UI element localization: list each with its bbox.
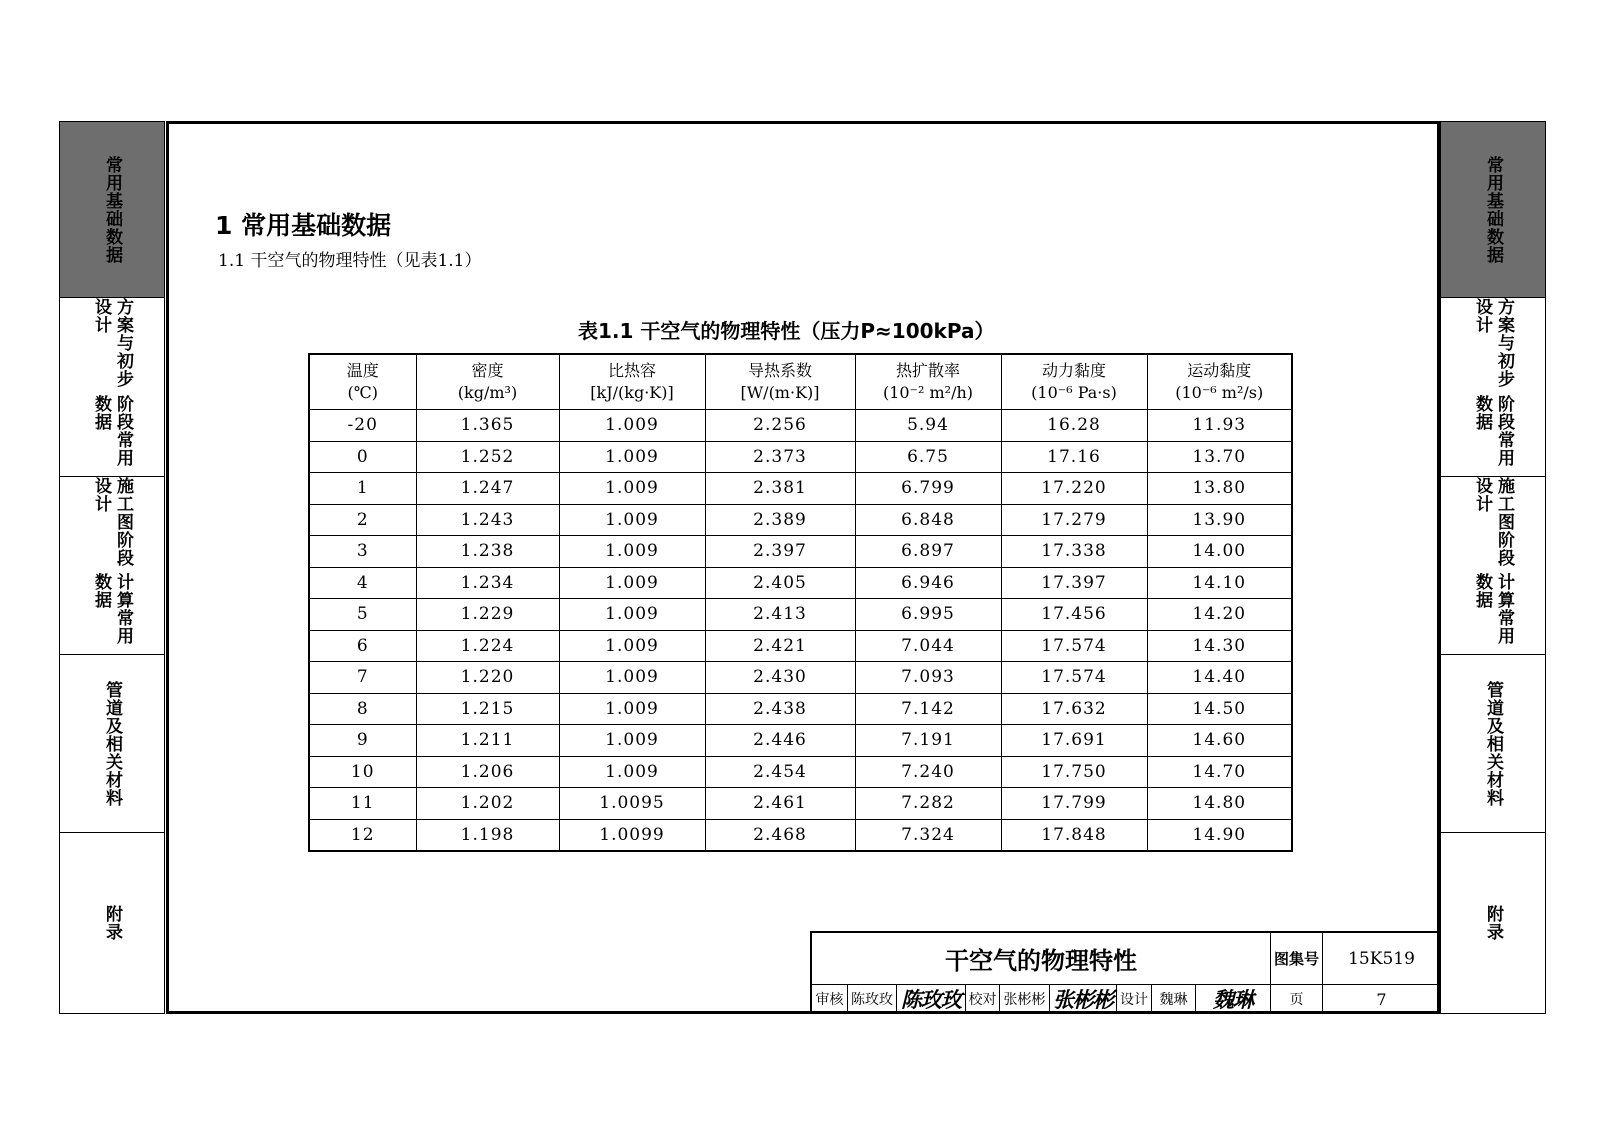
cell-thermal-diffusivity: 6.799 bbox=[855, 473, 1001, 505]
cell-density: 1.211 bbox=[416, 725, 559, 757]
cell-specific-heat: 1.009 bbox=[559, 662, 705, 694]
cell-kinematic-viscosity: 13.70 bbox=[1147, 441, 1292, 473]
page-number: 7 bbox=[1376, 989, 1387, 1009]
right-tab-appendix-label: 附录 bbox=[1483, 904, 1503, 941]
cell-specific-heat: 1.009 bbox=[559, 410, 705, 442]
table-row bbox=[309, 819, 1292, 851]
cell-dynamic-viscosity: 17.632 bbox=[1001, 693, 1147, 725]
page-heading: 1 常用基础数据 bbox=[215, 211, 392, 240]
table-row bbox=[309, 756, 1292, 788]
cell-density: 1.243 bbox=[416, 504, 559, 536]
right-tab-scheme-design[interactable] bbox=[1441, 298, 1545, 477]
cell-density: 1.247 bbox=[416, 473, 559, 505]
checker-name: 张彬彬 bbox=[1000, 985, 1050, 1013]
cell-thermal-diffusivity: 6.75 bbox=[855, 441, 1001, 473]
cell-density: 1.215 bbox=[416, 693, 559, 725]
left-tab-scheme-design-line2: 阶段常用数据 bbox=[91, 394, 133, 467]
cell-kinematic-viscosity: 11.93 bbox=[1147, 410, 1292, 442]
cell-temperature: 7 bbox=[309, 662, 416, 694]
design-label: 设计 bbox=[1117, 985, 1152, 1013]
designer-signature: 魏琳 bbox=[1196, 985, 1271, 1013]
cell-specific-heat: 1.009 bbox=[559, 756, 705, 788]
cell-dynamic-viscosity: 17.574 bbox=[1001, 662, 1147, 694]
cell-temperature: 12 bbox=[309, 819, 416, 851]
left-tab-pipes-materials[interactable] bbox=[60, 655, 164, 833]
cell-dynamic-viscosity: 17.750 bbox=[1001, 756, 1147, 788]
col-header-dynamic-viscosity: 动力黏度 (10⁻⁶ Pa·s) bbox=[1001, 354, 1147, 410]
cell-dynamic-viscosity: 16.28 bbox=[1001, 410, 1147, 442]
col-header-specific-heat: 比热容 [kJ/(kg·K)] bbox=[559, 354, 705, 410]
cell-thermal-diffusivity: 7.044 bbox=[855, 630, 1001, 662]
page-label: 页 bbox=[1271, 985, 1323, 1013]
table-row bbox=[309, 410, 1292, 442]
cell-kinematic-viscosity: 14.60 bbox=[1147, 725, 1292, 757]
col-header-kinematic-viscosity: 运动黏度 (10⁻⁶ m²/s) bbox=[1147, 354, 1292, 410]
cell-thermal-diffusivity: 7.240 bbox=[855, 756, 1001, 788]
drawing-title: 干空气的物理特性 bbox=[812, 933, 1271, 985]
air-properties-table bbox=[308, 353, 1293, 852]
cell-temperature: -20 bbox=[309, 410, 416, 442]
left-tab-construction-design-line1: 施工图阶段设计 bbox=[91, 477, 133, 567]
cell-temperature: 11 bbox=[309, 788, 416, 820]
designer-name: 魏琳 bbox=[1152, 985, 1196, 1013]
left-tab-construction-design-line2: 计算常用数据 bbox=[91, 573, 133, 646]
cell-dynamic-viscosity: 17.848 bbox=[1001, 819, 1147, 851]
table-row bbox=[309, 662, 1292, 694]
left-tab-appendix-label: 附录 bbox=[102, 904, 122, 941]
cell-kinematic-viscosity: 14.10 bbox=[1147, 567, 1292, 599]
cell-thermal-conductivity: 2.430 bbox=[705, 662, 855, 694]
cell-temperature: 6 bbox=[309, 630, 416, 662]
cell-specific-heat: 1.009 bbox=[559, 536, 705, 568]
cell-thermal-diffusivity: 6.897 bbox=[855, 536, 1001, 568]
right-tab-construction-design-line1: 施工图阶段设计 bbox=[1472, 477, 1514, 567]
right-tab-construction-design[interactable] bbox=[1441, 477, 1545, 655]
cell-dynamic-viscosity: 17.16 bbox=[1001, 441, 1147, 473]
cell-density: 1.198 bbox=[416, 819, 559, 851]
reviewer-name: 陈玫玫 bbox=[848, 985, 897, 1013]
checker-signature: 张彬彬 bbox=[1050, 985, 1117, 1013]
cell-thermal-diffusivity: 7.282 bbox=[855, 788, 1001, 820]
reviewer-signature: 陈玫玫 bbox=[897, 985, 966, 1013]
cell-temperature: 3 bbox=[309, 536, 416, 568]
col-header-thermal-diffusivity: 热扩散率 (10⁻² m²/h) bbox=[855, 354, 1001, 410]
right-tab-pipes-materials-label: 管道及相关材料 bbox=[1483, 680, 1503, 807]
table-header-row bbox=[309, 354, 1292, 410]
right-section-tabs bbox=[1440, 121, 1546, 1014]
table-row bbox=[309, 693, 1292, 725]
cell-specific-heat: 1.009 bbox=[559, 567, 705, 599]
table-row bbox=[309, 788, 1292, 820]
cell-specific-heat: 1.009 bbox=[559, 725, 705, 757]
cell-kinematic-viscosity: 14.50 bbox=[1147, 693, 1292, 725]
cell-thermal-diffusivity: 7.093 bbox=[855, 662, 1001, 694]
right-tab-basic-data-label: 常用基础数据 bbox=[1483, 155, 1503, 264]
cell-density: 1.365 bbox=[416, 410, 559, 442]
left-section-tabs bbox=[59, 121, 165, 1014]
left-tab-construction-design[interactable] bbox=[60, 477, 164, 655]
cell-temperature: 10 bbox=[309, 756, 416, 788]
right-tab-construction-design-line2: 计算常用数据 bbox=[1472, 573, 1514, 646]
col-header-thermal-conductivity: 导热系数 [W/(m·K)] bbox=[705, 354, 855, 410]
cell-thermal-conductivity: 2.397 bbox=[705, 536, 855, 568]
col-header-density: 密度 (kg/m³) bbox=[416, 354, 559, 410]
table-row bbox=[309, 473, 1292, 505]
atlas-number-label: 图集号 bbox=[1271, 933, 1323, 985]
cell-dynamic-viscosity: 17.397 bbox=[1001, 567, 1147, 599]
cell-kinematic-viscosity: 13.80 bbox=[1147, 473, 1292, 505]
cell-dynamic-viscosity: 17.574 bbox=[1001, 630, 1147, 662]
cell-density: 1.224 bbox=[416, 630, 559, 662]
cell-kinematic-viscosity: 14.00 bbox=[1147, 536, 1292, 568]
cell-kinematic-viscosity: 14.20 bbox=[1147, 599, 1292, 631]
table-row bbox=[309, 504, 1292, 536]
right-tab-scheme-design-line1: 方案与初步设计 bbox=[1472, 298, 1514, 388]
cell-thermal-diffusivity: 7.142 bbox=[855, 693, 1001, 725]
cell-temperature: 5 bbox=[309, 599, 416, 631]
cell-kinematic-viscosity: 14.70 bbox=[1147, 756, 1292, 788]
table-row bbox=[309, 567, 1292, 599]
table-title: 表1.1 干空气的物理特性（压力P≈100kPa） bbox=[578, 319, 995, 343]
table-row bbox=[309, 441, 1292, 473]
left-tab-basic-data-label: 常用基础数据 bbox=[102, 155, 122, 264]
cell-thermal-diffusivity: 6.848 bbox=[855, 504, 1001, 536]
cell-dynamic-viscosity: 17.799 bbox=[1001, 788, 1147, 820]
cell-kinematic-viscosity: 14.90 bbox=[1147, 819, 1292, 851]
cell-density: 1.229 bbox=[416, 599, 559, 631]
col-header-temperature: 温度 (℃) bbox=[309, 354, 416, 410]
cell-thermal-conductivity: 2.256 bbox=[705, 410, 855, 442]
cell-temperature: 8 bbox=[309, 693, 416, 725]
atlas-number: 15K519 bbox=[1323, 933, 1440, 985]
review-label: 审核 bbox=[812, 985, 848, 1013]
cell-specific-heat: 1.009 bbox=[559, 693, 705, 725]
cell-specific-heat: 1.009 bbox=[559, 473, 705, 505]
table-row bbox=[309, 599, 1292, 631]
cell-specific-heat: 1.009 bbox=[559, 441, 705, 473]
cell-density: 1.238 bbox=[416, 536, 559, 568]
table-row bbox=[309, 536, 1292, 568]
left-tab-basic-data[interactable] bbox=[60, 122, 164, 298]
cell-thermal-conductivity: 2.421 bbox=[705, 630, 855, 662]
left-tab-pipes-materials-label: 管道及相关材料 bbox=[102, 680, 122, 807]
cell-temperature: 1 bbox=[309, 473, 416, 505]
cell-temperature: 2 bbox=[309, 504, 416, 536]
cell-kinematic-viscosity: 13.90 bbox=[1147, 504, 1292, 536]
cell-thermal-conductivity: 2.389 bbox=[705, 504, 855, 536]
cell-thermal-conductivity: 2.454 bbox=[705, 756, 855, 788]
left-tab-appendix[interactable] bbox=[60, 833, 164, 1012]
section-subheading: 1.1 干空气的物理特性（见表1.1） bbox=[218, 251, 482, 271]
cell-thermal-conductivity: 2.438 bbox=[705, 693, 855, 725]
cell-dynamic-viscosity: 17.456 bbox=[1001, 599, 1147, 631]
right-tab-appendix[interactable] bbox=[1441, 833, 1545, 1012]
cell-specific-heat: 1.009 bbox=[559, 599, 705, 631]
cell-density: 1.206 bbox=[416, 756, 559, 788]
left-tab-scheme-design-line1: 方案与初步设计 bbox=[91, 298, 133, 388]
cell-thermal-diffusivity: 5.94 bbox=[855, 410, 1001, 442]
cell-thermal-conductivity: 2.405 bbox=[705, 567, 855, 599]
cell-dynamic-viscosity: 17.691 bbox=[1001, 725, 1147, 757]
cell-thermal-diffusivity: 6.995 bbox=[855, 599, 1001, 631]
cell-thermal-diffusivity: 7.191 bbox=[855, 725, 1001, 757]
cell-kinematic-viscosity: 14.40 bbox=[1147, 662, 1292, 694]
table-row bbox=[309, 725, 1292, 757]
cell-temperature: 0 bbox=[309, 441, 416, 473]
cell-specific-heat: 1.0099 bbox=[559, 819, 705, 851]
cell-specific-heat: 1.009 bbox=[559, 504, 705, 536]
cell-temperature: 9 bbox=[309, 725, 416, 757]
cell-kinematic-viscosity: 14.30 bbox=[1147, 630, 1292, 662]
cell-thermal-conductivity: 2.413 bbox=[705, 599, 855, 631]
cell-thermal-conductivity: 2.461 bbox=[705, 788, 855, 820]
cell-thermal-conductivity: 2.468 bbox=[705, 819, 855, 851]
cell-thermal-diffusivity: 7.324 bbox=[855, 819, 1001, 851]
cell-thermal-diffusivity: 6.946 bbox=[855, 567, 1001, 599]
cell-density: 1.202 bbox=[416, 788, 559, 820]
right-tab-pipes-materials[interactable] bbox=[1441, 655, 1545, 833]
left-tab-scheme-design[interactable] bbox=[60, 298, 164, 477]
cell-density: 1.220 bbox=[416, 662, 559, 694]
cell-thermal-conductivity: 2.373 bbox=[705, 441, 855, 473]
cell-temperature: 4 bbox=[309, 567, 416, 599]
right-tab-basic-data[interactable] bbox=[1441, 122, 1545, 298]
cell-specific-heat: 1.0095 bbox=[559, 788, 705, 820]
cell-thermal-conductivity: 2.381 bbox=[705, 473, 855, 505]
cell-specific-heat: 1.009 bbox=[559, 630, 705, 662]
right-tab-scheme-design-line2: 阶段常用数据 bbox=[1472, 394, 1514, 467]
table-row bbox=[309, 630, 1292, 662]
cell-dynamic-viscosity: 17.338 bbox=[1001, 536, 1147, 568]
check-label: 校对 bbox=[966, 985, 1000, 1013]
cell-dynamic-viscosity: 17.279 bbox=[1001, 504, 1147, 536]
cell-dynamic-viscosity: 17.220 bbox=[1001, 473, 1147, 505]
cell-thermal-conductivity: 2.446 bbox=[705, 725, 855, 757]
cell-density: 1.234 bbox=[416, 567, 559, 599]
title-block bbox=[810, 931, 1440, 1013]
cell-density: 1.252 bbox=[416, 441, 559, 473]
cell-kinematic-viscosity: 14.80 bbox=[1147, 788, 1292, 820]
